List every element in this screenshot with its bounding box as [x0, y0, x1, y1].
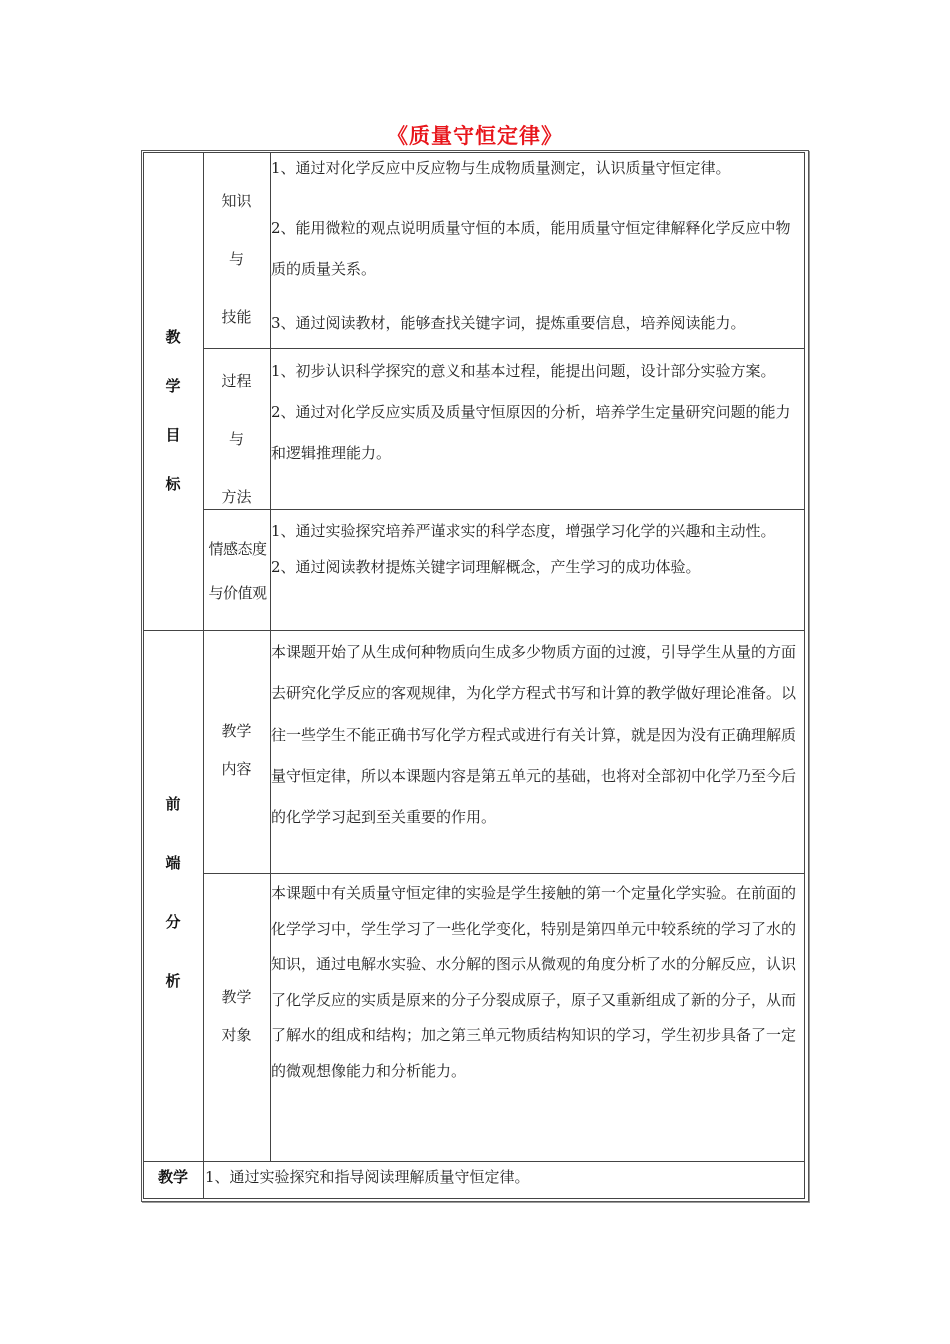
teaching-audience-text: 本课题中有关质量守恒定律的实验是学生接触的第一个定量化学实验。在前面的化学学习中，学生学习了一些化学变化，特别是第四单元中较系统的学习了水的知识，通过电解水实验、水分解的图示从微观的角度分析了水的分解反应，认识了化学反应的实质是原来的分子分裂成原子，原子又重新组成了新的分子，从而了解水的组成和结构；加之第三单元物质结构知识的学习，学生初步具备了一定的微观想像能力和分析能力。 [271, 884, 797, 1080]
category-teaching-focus: 教学 [157, 1168, 188, 1186]
objective-item: 1、通过实验探究培养严谨求实的科学态度，增强学习化学的兴趣和主动性。 [271, 522, 776, 540]
label-teaching-content: 教学 内容 [221, 722, 252, 778]
knowledge-skills-items [271, 154, 803, 338]
row-divider [203, 509, 804, 510]
row-divider [143, 152, 805, 153]
objective-item: 2、能用微粒的观点说明质量守恒的本质，能用质量守恒定律解释化学反应中物质的质量关系。 [271, 219, 791, 278]
objective-item: 2、通过对化学反应实质及质量守恒原因的分析，培养学生定量研究问题的能力和逻辑推理能力。 [271, 403, 791, 462]
objective-item: 3、通过阅读教材，能够查找关键字词，提炼重要信息，培养阅读能力。 [271, 314, 746, 332]
row-divider [143, 630, 805, 631]
category-objectives: 教 学 目 标 [165, 328, 181, 493]
emotion-values-items [271, 513, 803, 585]
objective-item: 1、通过对化学反应中反应物与生成物质量测定，认识质量守恒定律。 [271, 159, 731, 177]
label-teaching-audience: 教学 对象 [221, 988, 252, 1044]
row-divider [203, 348, 804, 349]
process-method-items [271, 351, 803, 474]
label-knowledge-skills: 知识 与 技能 [221, 192, 252, 326]
document-title: 《质量守恒定律》 [387, 124, 563, 148]
row-divider [203, 873, 804, 874]
objective-item: 2、通过阅读教材提炼关键字词理解概念，产生学习的成功体验。 [271, 558, 701, 576]
column-divider [804, 152, 805, 1198]
teaching-content-text: 本课题开始了从生成何种物质向生成多少物质方面的过渡，引导学生从量的方面去研究化学反应的客观规律，为化学方程式书写和计算的教学做好理论准备。以往一些学生不能正确书写化学方程式或进行有关计算，就是因为没有正确理解质量守恒定律，所以本课题内容是第五单元的基础，也将对全部初中化学乃至今后的化学学习起到至关重要的作用。 [271, 643, 797, 827]
label-emotion-values: 情感态度 与价值观 [208, 540, 267, 602]
label-process-method: 过程 与 方法 [221, 372, 252, 506]
category-front-end-analysis: 前 端 分 析 [165, 795, 181, 990]
objective-item: 1、初步认识科学探究的意义和基本过程，能提出问题，设计部分实验方案。 [271, 362, 776, 380]
column-divider [143, 152, 144, 1198]
row-divider [143, 1198, 805, 1199]
teaching-focus-text: 1、通过实验探究和指导阅读理解质量守恒定律。 [205, 1168, 530, 1186]
